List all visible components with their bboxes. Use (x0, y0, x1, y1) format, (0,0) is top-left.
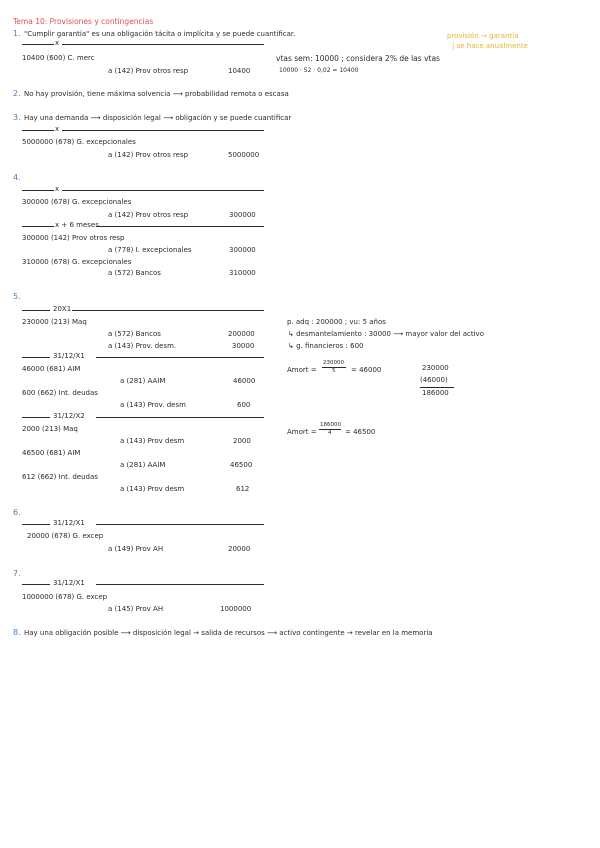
journal-line (22, 44, 54, 45)
journal-header: x + 6 meses (55, 221, 99, 229)
book-value-calc: 186000 (422, 389, 449, 397)
amortization-label: Amort = (287, 428, 317, 436)
asset-acquisition-note: p. adq : 200000 ; vu: 5 años (287, 318, 386, 326)
exercise-4-number: 4. (13, 173, 21, 182)
journal-line (62, 190, 264, 191)
journal-line (72, 310, 264, 311)
exercise-2-statement: No hay provisión, tiene máxima solvencia ⟶ probabilidad remota o escasa (24, 90, 289, 98)
journal-credit-amount: 2000 (233, 437, 251, 445)
journal-credit-amount: 612 (236, 485, 250, 493)
journal-debit-entry: 46000 (681) AIM (22, 365, 81, 373)
journal-credit-amount: 20000 (228, 545, 251, 553)
journal-debit-entry: 10400 (600) C. merc (22, 54, 95, 62)
amortization-label: Amort = (287, 366, 317, 374)
exercise-8-number: 8. (13, 628, 21, 637)
journal-header: 31/12/X1 (53, 352, 85, 360)
side-note-line2: | se hace anualmente (452, 42, 528, 50)
fraction-denominator: 4 (328, 430, 332, 436)
journal-credit-amount: 310000 (229, 269, 256, 277)
sum-line (420, 387, 454, 388)
sales-calculation: 10000 · 52 · 0,02 = 10400 (279, 67, 359, 74)
journal-credit-account: a (281) AAIM (120, 461, 166, 469)
exercise-1-number: 1. (13, 29, 21, 38)
journal-line (96, 584, 264, 585)
journal-header: 31/12/X1 (53, 519, 85, 527)
journal-debit-entry: 5000000 (678) G. excepcionales (22, 138, 136, 146)
amortization-result: = 46500 (345, 428, 376, 436)
exercise-6-number: 6. (13, 508, 21, 517)
journal-credit-account: a (778) I. excepcionales (108, 246, 192, 254)
journal-debit-entry: 300000 (678) G. excepcionales (22, 198, 132, 206)
journal-debit-entry: 310000 (678) G. excepcionales (22, 258, 132, 266)
journal-credit-account: a (281) AAIM (120, 377, 166, 385)
journal-credit-amount: 10400 (228, 67, 251, 75)
journal-line (96, 524, 264, 525)
financial-costs-note: ↳ g. financieros : 600 (288, 342, 364, 350)
amortization-result: = 46000 (351, 366, 382, 374)
exercise-2-number: 2. (13, 89, 21, 98)
exercise-7-number: 7. (13, 569, 21, 578)
journal-credit-amount: 5000000 (228, 151, 260, 159)
dismantling-note: ↳ desmantelamiento : 30000 ⟶ mayor valor del activo (288, 330, 484, 338)
journal-credit-account: a (145) Prov AH (108, 605, 164, 613)
journal-debit-entry: 300000 (142) Prov otros resp (22, 234, 125, 242)
journal-credit-amount: 46500 (230, 461, 253, 469)
journal-credit-account: a (143) Prov. desm. (108, 342, 177, 350)
journal-credit-amount: 46000 (233, 377, 256, 385)
journal-credit-account: a (142) Prov otros resp (108, 211, 189, 219)
exercise-1-statement: "Cumplir garantía" es una obligación tácita o implícita y se puede cuantificar. (24, 30, 296, 38)
journal-credit-account: a (143) Prov desm (120, 485, 185, 493)
journal-line (62, 130, 264, 131)
sales-note: vtas sem: 10000 ; considera 2% de las vtas (276, 54, 440, 63)
side-note-line1: provisión → garantía (447, 32, 519, 40)
journal-line (22, 524, 50, 525)
exercise-3-number: 3. (13, 113, 21, 122)
journal-line (62, 44, 264, 45)
journal-line (22, 226, 54, 227)
journal-credit-amount: 300000 (229, 211, 256, 219)
exercise-8-statement: Hay una obligación posible ⟶ disposición legal → salida de recursos ⟶ activo contingente → revelar en la memoria (24, 629, 433, 637)
journal-header: x (55, 185, 60, 193)
journal-credit-account: a (143) Prov. desm (120, 401, 186, 409)
journal-debit-entry: 230000 (213) Maq (22, 318, 87, 326)
journal-line (22, 130, 54, 131)
journal-credit-account: a (149) Prov AH (108, 545, 164, 553)
journal-header: 31/12/X2 (53, 412, 85, 420)
journal-line (22, 190, 54, 191)
journal-credit-amount: 200000 (228, 330, 255, 338)
fraction-denominator: 5 (332, 368, 336, 374)
fraction-numerator: 230000 (323, 360, 344, 366)
journal-header: 31/12/X1 (53, 579, 85, 587)
journal-credit-account: a (572) Bancos (108, 269, 161, 277)
journal-debit-entry: 2000 (213) Maq (22, 425, 78, 433)
journal-credit-amount: 600 (237, 401, 251, 409)
journal-line (96, 357, 264, 358)
journal-debit-entry: 600 (662) Int. deudas (22, 389, 98, 397)
exercise-3-statement: Hay una demanda ⟶ disposición legal ⟶ obligación y se puede cuantificar (24, 114, 292, 122)
fraction-numerator: 186000 (320, 422, 341, 428)
page-title: Tema 10: Provisiones y contingencias (13, 17, 154, 26)
journal-line (22, 357, 50, 358)
journal-credit-amount: 1000000 (220, 605, 252, 613)
journal-line (22, 310, 50, 311)
journal-debit-entry: 46500 (681) AIM (22, 449, 81, 457)
journal-credit-account: a (143) Prov desm (120, 437, 185, 445)
journal-line (96, 226, 264, 227)
journal-header: 20X1 (53, 305, 72, 313)
journal-credit-account: a (142) Prov otros resp (108, 67, 189, 75)
journal-header: x (55, 125, 60, 133)
book-value-calc: 230000 (422, 364, 449, 372)
journal-credit-amount: 300000 (229, 246, 256, 254)
journal-line (22, 584, 50, 585)
journal-debit-entry: 20000 (678) G. excep (27, 532, 104, 540)
journal-credit-account: a (572) Bancos (108, 330, 161, 338)
journal-line (96, 417, 264, 418)
journal-debit-entry: 612 (662) Int. deudas (22, 473, 98, 481)
exercise-5-number: 5. (13, 292, 21, 301)
journal-header: x (55, 39, 60, 47)
journal-credit-account: a (142) Prov otros resp (108, 151, 189, 159)
book-value-calc: (46000) (420, 376, 448, 384)
journal-line (22, 417, 50, 418)
journal-credit-amount: 30000 (232, 342, 255, 350)
journal-debit-entry: 1000000 (678) G. excep (22, 593, 108, 601)
